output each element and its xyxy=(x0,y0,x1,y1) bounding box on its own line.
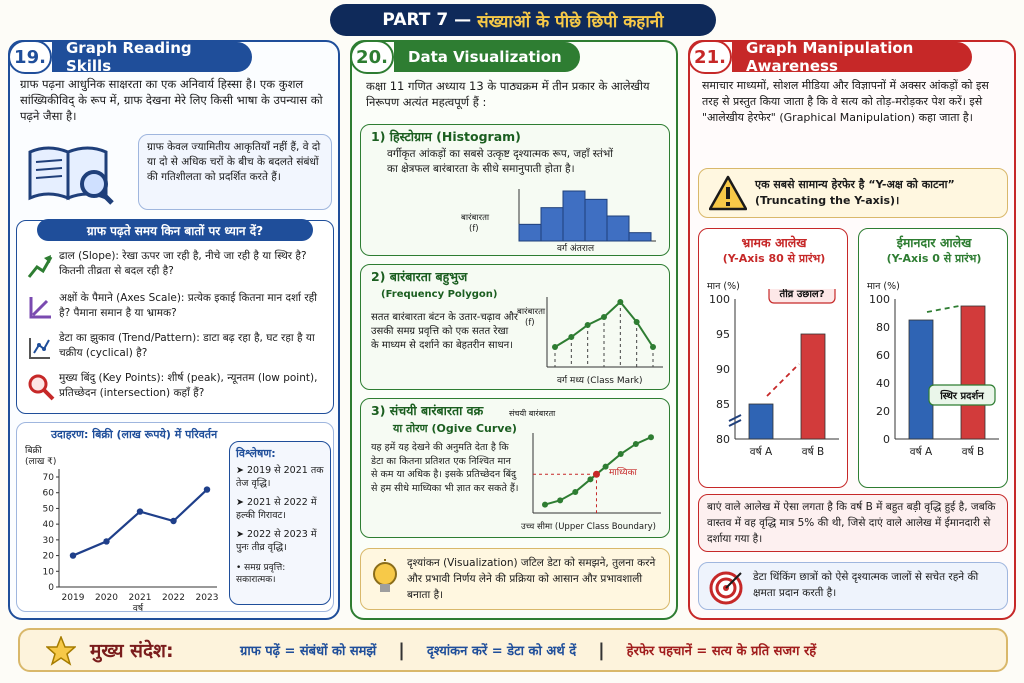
section-number: 21. xyxy=(688,40,732,74)
misleading-y-tick: 85 xyxy=(716,398,730,411)
checklist-item-trend: डेटा का झुकाव (Trend/Pattern): डाटा बढ़ रहा है, घट रहा है या चक्रीय (cyclical) है? xyxy=(59,332,315,359)
checklist-item-slope: ढाल (Slope): रेखा ऊपर जा रही है, नीचे जा रही है या स्थिर है? कितनी तीव्रता से बदल रही है? xyxy=(59,250,307,277)
sales-ylabel: बिक्री xyxy=(25,446,42,456)
sales-y-tick: 20 xyxy=(42,551,54,562)
section-data-visualization xyxy=(350,40,678,620)
misleading-bar xyxy=(801,334,825,439)
warning-icon xyxy=(709,175,747,211)
section-graph-reading xyxy=(8,40,340,620)
polygon-ylabel: बारंबारता (f) xyxy=(517,307,546,328)
section-number: 19. xyxy=(8,40,52,74)
histogram-bar xyxy=(607,216,629,241)
honest-y-tick: 80 xyxy=(876,321,890,334)
histogram-bar xyxy=(585,199,607,241)
tip-box xyxy=(698,562,1008,610)
sales-y-tick: 60 xyxy=(42,488,54,499)
intro-text: समाचार माध्यमों, सोशल मीडिया और विज्ञापनों में अक्सर आंकड़ों को इस तरह से प्रस्तुत किया जाता है कि वे सत्य को तोड़-मरोड़कर पेश करें। इसे "आलेखीय हेरफेर" (Graphical Manipulation) कहा जाता है। xyxy=(702,79,989,124)
banner-title: संख्याओं के पीछे छिपी कहानी xyxy=(477,11,664,32)
ogive-median-label: माध्यिका xyxy=(609,468,637,478)
honest-y-tick: 20 xyxy=(876,405,890,418)
trend-icon xyxy=(27,335,53,361)
explanation-box xyxy=(698,494,1008,552)
polygon-point xyxy=(650,344,656,350)
axes-icon xyxy=(27,295,53,321)
section-number: 20. xyxy=(350,40,394,74)
honest-y-tick: 0 xyxy=(883,433,890,446)
ogive-point xyxy=(587,476,593,482)
misleading-y-tick: 95 xyxy=(716,328,730,341)
analysis-overall: • समग्र प्रवृत्ति: सकारात्मक। xyxy=(236,563,286,585)
misleading-bar-chart xyxy=(699,289,847,485)
misleading-x-tick: वर्ष B xyxy=(801,446,825,458)
polygon-point xyxy=(601,314,607,320)
honest-bar xyxy=(961,306,985,439)
misleading-x-tick: वर्ष A xyxy=(749,446,773,458)
misleading-ylabel: मान (%) xyxy=(707,281,740,292)
sales-x-tick: 2019 xyxy=(61,593,85,603)
honest-chart-box xyxy=(858,228,1008,488)
misleading-y-tick: 80 xyxy=(716,433,730,446)
misleading-bar xyxy=(749,404,773,439)
misleading-chart-box xyxy=(698,228,848,488)
histogram-bar xyxy=(563,191,585,241)
sales-line-chart xyxy=(21,443,227,611)
target-icon xyxy=(709,569,745,605)
ogive-point xyxy=(572,489,578,495)
sales-y-tick: 0 xyxy=(48,583,54,593)
honest-y-tick: 100 xyxy=(869,293,890,306)
visualization-note-text: दृश्यांकन (Visualization) जटिल डेटा को समझने, तुलना करने और प्रभावी निर्णय लेने की प्रक्रिया को आसान और प्रभावशाली बनाता है। xyxy=(407,557,656,601)
ogive-point xyxy=(557,497,563,503)
honest-x-tick: वर्ष A xyxy=(909,446,933,458)
key-message-bar: मुख्य संदेश: ग्राफ पढ़ें = संबंधों को समझें | दृश्यांकन करें = डेटा को अर्थ दें | हेरफेर पहचानें = सत्य के प्रति सजग रहें xyxy=(18,628,1008,672)
honest-bar-chart xyxy=(859,289,1007,485)
honest-y-tick: 40 xyxy=(876,377,890,390)
sales-point xyxy=(70,552,76,558)
visualization-note xyxy=(360,548,670,610)
sales-x-tick: 2021 xyxy=(128,593,152,603)
polygon-subtitle: (Frequency Polygon) xyxy=(381,289,498,300)
honest-trend-arrow xyxy=(927,306,959,312)
histogram-ylabel: बारंबारता (f) xyxy=(461,213,490,234)
section-title: Data Visualization xyxy=(394,42,580,72)
polygon-xlabel: वर्ग मध्य (Class Mark) xyxy=(557,376,643,386)
section-title: Graph Reading Skills xyxy=(52,42,252,72)
banner-part: PART 7 — xyxy=(382,10,472,30)
section-title: Graph Manipulation Awareness xyxy=(732,42,972,72)
ogive-xlabel: उच्च सीमा (Upper Class Boundary) xyxy=(521,522,656,532)
sales-point xyxy=(204,486,210,492)
sales-ylabel-unit: (लाख ₹) xyxy=(25,457,57,467)
histogram-bar xyxy=(541,208,563,241)
ogive-point xyxy=(618,451,624,457)
key-message-2: दृश्यांकन करें = डेटा को अर्थ दें xyxy=(426,644,577,659)
honest-bar xyxy=(909,320,933,439)
star-icon xyxy=(46,636,76,666)
sales-y-tick: 50 xyxy=(42,504,54,515)
sales-xlabel: वर्ष xyxy=(132,604,144,611)
ogive-point xyxy=(603,464,609,470)
ogive-point xyxy=(648,434,654,440)
checklist-box xyxy=(16,220,334,414)
sales-x-tick: 2020 xyxy=(95,593,118,603)
banner xyxy=(330,4,716,36)
histogram-box xyxy=(360,124,670,256)
key-message-label: मुख्य संदेश: xyxy=(90,640,174,662)
misleading-title: भ्रामक आलेख xyxy=(741,235,807,250)
misleading-y-tick: 90 xyxy=(716,363,730,376)
lightbulb-icon xyxy=(369,559,401,599)
intro-text: कक्षा 11 गणित अध्याय 13 के पाठ्यक्रम में तीन प्रकार के आलेखीय निरूपण अत्यंत महत्वपूर्ण हैं : xyxy=(366,79,650,109)
intro-text: ग्राफ पढ़ना आधुनिक साक्षरता का एक अनिवार्य हिस्सा है। एक कुशल सांख्यिकीविद् के रूप में, ग्राफ देखना मेरे लिए किसी भाषा के उपन्यास को पढ़ने जैसा है। xyxy=(20,77,323,123)
polygon-text: सतत बारंबारता बंटन के उतार-चढ़ाव और उसकी समग्र प्रवृत्ति को एक सतत रेखा के माध्यम से दर्शाने का बेहतरीन साधन। xyxy=(371,312,519,351)
ogive-text: यह हमें यह देखने की अनुमति देता है कि डेटा का कितना प्रतिशत एक निश्चित मान से कम या अधिक है। इसके प्रतिच्छेदन बिंदु से हम सीधे माध्यिका भी ज्ञात कर सकते हैं। xyxy=(371,442,519,494)
checklist-item-axes: अक्षों के पैमाने (Axes Scale): प्रत्येक इकाई कितना मान दर्शा रही है? पैमाना समान है या भ्रामक? xyxy=(59,292,317,319)
warning-text: एक सबसे सामान्य हेरफेर है “Y-अक्ष को काटना” (Truncating the Y-axis)। xyxy=(755,178,955,207)
ogive-subtitle: या तोरण (Ogive Curve) xyxy=(393,422,517,435)
misleading-y-tick: 100 xyxy=(709,293,730,306)
polygon-box xyxy=(360,264,670,390)
example-box xyxy=(16,422,334,612)
misleading-trend-arrow xyxy=(767,364,799,396)
ogive-point xyxy=(542,502,548,508)
polygon-point xyxy=(634,319,640,325)
honest-subtitle: (Y-Axis 0 से प्रारंभ) xyxy=(886,252,982,265)
key-message-3: हेरफेर पहचानें = सत्य के प्रति सजग रहें xyxy=(626,644,817,659)
honest-x-tick: वर्ष B xyxy=(961,446,985,458)
polygon-point xyxy=(568,334,574,340)
key-message-1: ग्राफ पढ़ें = संबंधों को समझें xyxy=(240,644,377,659)
sales-point xyxy=(103,538,109,544)
sales-y-tick: 10 xyxy=(42,567,54,578)
ogive-title: 3) संचयी बारंबारता वक्र xyxy=(371,403,484,418)
analysis-item: ➤ 2021 से 2022 में हल्की गिरावट। xyxy=(236,497,317,521)
histogram-bar xyxy=(629,233,651,241)
section-graph-manipulation xyxy=(688,40,1016,620)
slope-arrow-icon xyxy=(27,253,53,279)
histogram-text: वर्गीकृत आंकड़ों का सबसे उत्कृष्ट दृश्यात्मक रूप, जहाँ स्तंभों का क्षेत्रफल बारंबारता के सीधे समानुपाती होता है। xyxy=(387,148,613,175)
histogram-xlabel: वर्ग अंतराल xyxy=(557,244,595,254)
honest-ylabel: मान (%) xyxy=(867,281,900,292)
analysis-item: ➤ 2022 से 2023 में पुनः तीव्र वृद्धि। xyxy=(236,529,317,553)
sales-y-tick: 70 xyxy=(42,473,54,483)
analysis-title: विश्लेषण: xyxy=(236,447,276,460)
honest-title: ईमानदार आलेख xyxy=(896,235,972,250)
sales-point xyxy=(137,508,143,514)
honest-y-tick: 60 xyxy=(876,349,890,362)
ogive-box xyxy=(360,398,670,538)
explanation-text: बाएं वाले आलेख में ऐसा लगता है कि वर्ष B में बहुत बड़ी वृद्धि हुई है, जबकि वास्तव में वह वृद्धि मात्र 5% की थी, जिसे दाएं वाले आलेख में ईमानदारी से दर्शाया गया है। xyxy=(707,501,996,545)
histogram-bar xyxy=(519,224,541,241)
sales-x-tick: 2022 xyxy=(162,593,185,603)
ogive-point xyxy=(633,441,639,447)
sales-y-tick: 30 xyxy=(42,535,54,546)
honest-annotation: स्थिर प्रदर्शन xyxy=(940,391,984,402)
ogive-ylabel: संचयी बारंबारता xyxy=(509,409,556,418)
sales-point xyxy=(170,518,176,524)
polygon-point xyxy=(552,344,558,350)
example-title: उदाहरण: बिक्री (लाख रूपये) में परिवर्तन xyxy=(51,428,218,441)
sales-x-tick: 2023 xyxy=(195,593,219,603)
polygon-title: 2) बारंबारता बहुभुज xyxy=(371,269,468,284)
misleading-subtitle: (Y-Axis 80 से प्रारंभ) xyxy=(722,252,826,265)
checklist-item-keypoints: मुख्य बिंदु (Key Points): शीर्ष (peak), न्यूनतम (low point), प्रतिच्छेदन (intersection) कहाँ हैं? xyxy=(59,372,318,399)
tip-text: डेटा थिंकिंग छात्रों को ऐसे दृश्यात्मक जालों से सचेत रहने की क्षमता प्रदान करती है। xyxy=(753,571,979,599)
polygon-point xyxy=(617,299,623,305)
polygon-point xyxy=(585,322,591,328)
ogive-chart xyxy=(527,429,665,519)
sales-line xyxy=(73,490,207,556)
histogram-title: 1) हिस्टोग्राम (Histogram) xyxy=(371,129,521,144)
quote-box: ग्राफ केवल ज्यामितीय आकृतियाँ नहीं हैं, वे दो या दो से अधिक चरों के बीच के बदलते संबंधों की गतिशीलता को प्रदर्शित करते हैं। xyxy=(138,134,332,210)
analysis-item: ➤ 2019 से 2021 तक तेज वृद्धि। xyxy=(236,465,324,489)
warning-box xyxy=(698,168,1008,218)
checklist-title: ग्राफ पढ़ते समय किन बातों पर ध्यान दें? xyxy=(37,219,313,241)
analysis-box xyxy=(229,441,331,605)
ogive-median-point xyxy=(593,471,600,478)
magnifier-icon xyxy=(27,373,55,401)
frequency-polygon-chart xyxy=(537,291,665,373)
misleading-annotation: तीव्र उछाल? xyxy=(779,289,825,300)
sales-y-tick: 40 xyxy=(42,520,54,531)
book-magnifier-icon xyxy=(24,138,116,206)
